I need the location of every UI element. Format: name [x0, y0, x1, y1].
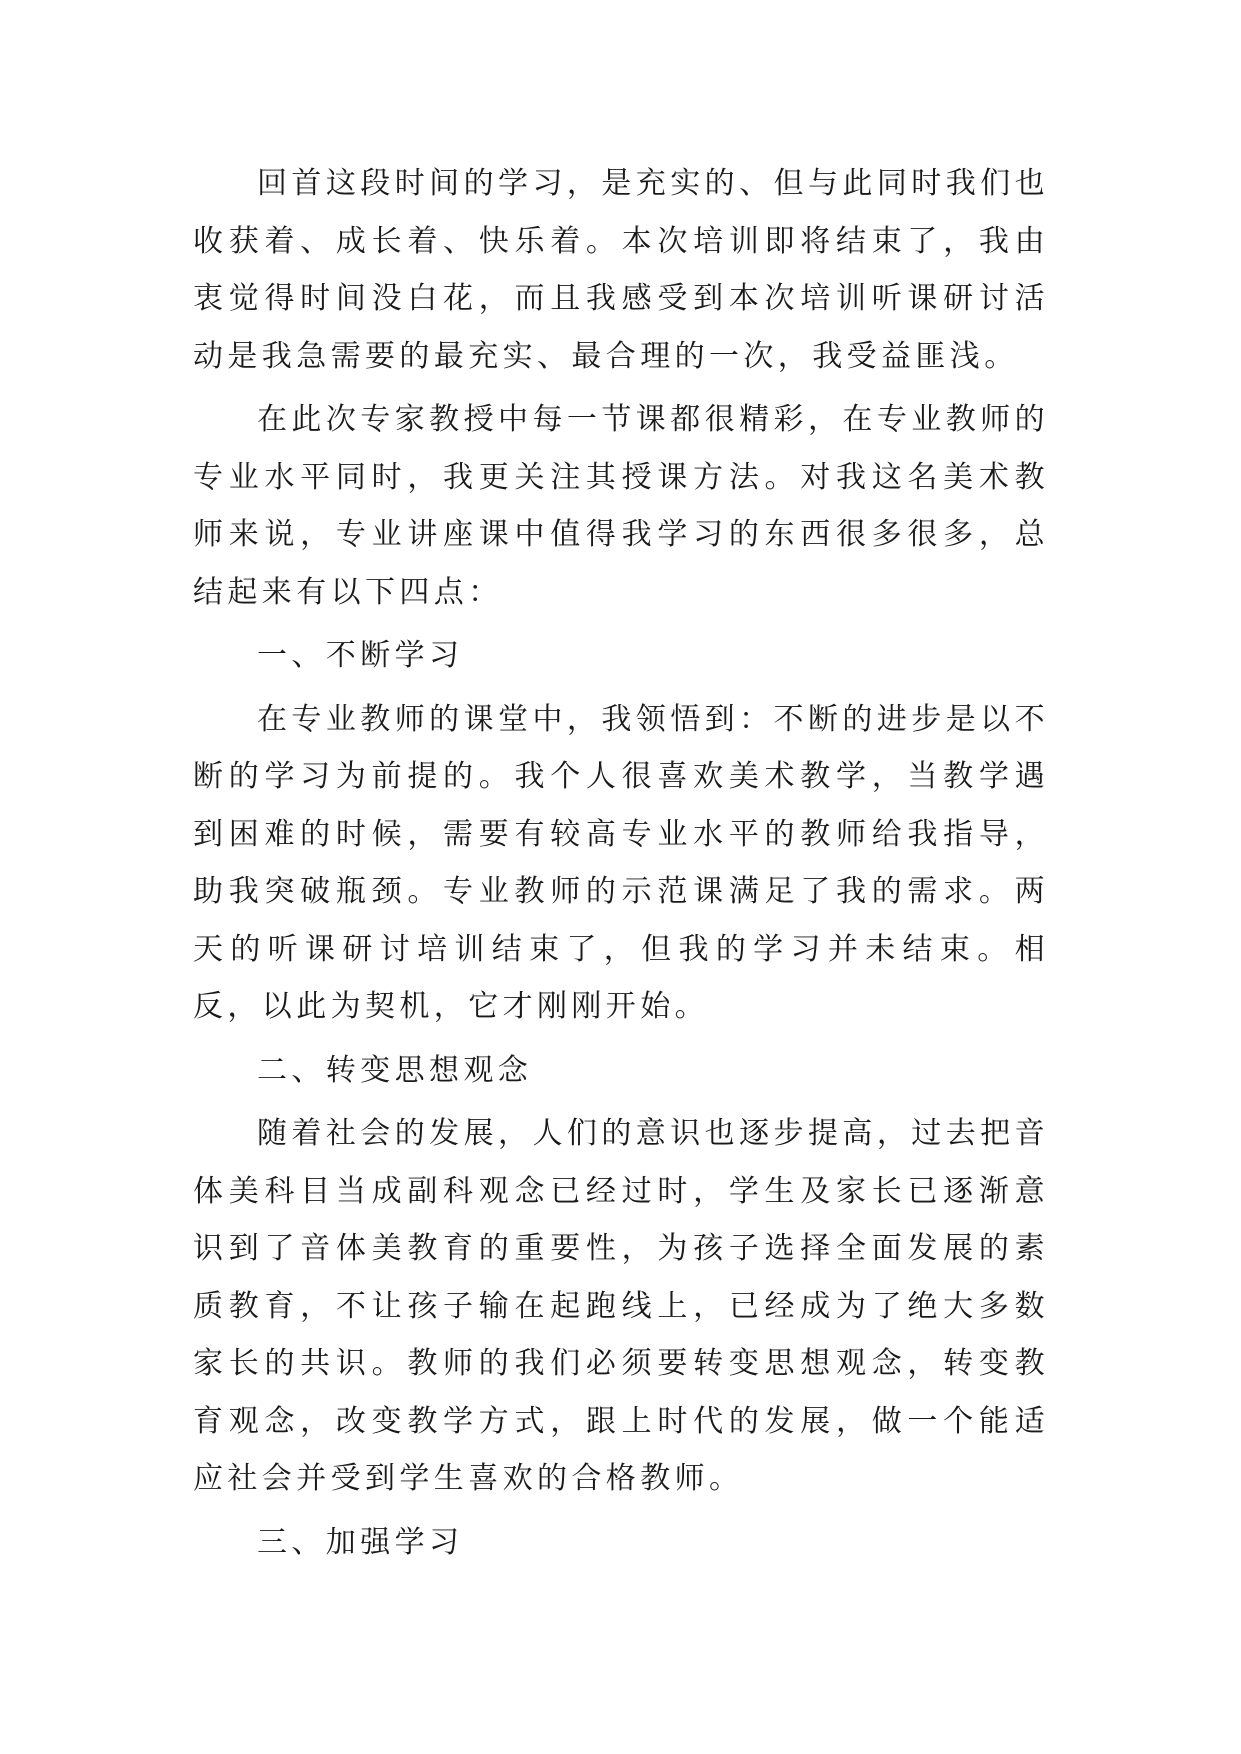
paragraph-expert-lectures: 在此次专家教授中每一节课都很精彩，在专业教师的专业水平同时，我更关注其授课方法。对我这名美术教师来说，专业讲座课中值得我学习的东西很多很多，总结起来有以下四点： [193, 402, 1049, 610]
document-body [193, 155, 1049, 1571]
paragraph-review: 回首这段时间的学习，是充实的、但与此同时我们也收获着、成长着、快乐着。本次培训即将结束了，我由衷觉得时间没白花，而且我感受到本次培训听课研讨活动是我急需要的最充实、最合理的一次，我受益匪浅。 [193, 166, 1049, 374]
heading-strengthen-learning: 三、加强学习 [257, 1524, 464, 1560]
paragraph-change-mindset: 随着社会的发展，人们的意识也逐步提高，过去把音体美科目当成副科观念已经过时，学生及家长已逐渐意识到了音体美教育的重要性，为孩子选择全面发展的素质教育，不让孩子输在起跑线上，已经成为了绝大多数家长的共识。教师的我们必须要转变思想观念，转变教育观念，改变教学方式，跟上时代的发展，做一个能适应社会并受到学生喜欢的合格教师。 [193, 1116, 1049, 1496]
heading-change-mindset: 二、转变思想观念 [257, 1052, 533, 1088]
heading-continuous-learning: 一、不断学习 [257, 638, 464, 673]
paragraph-continuous-learning: 在专业教师的课堂中，我领悟到：不断的进步是以不断的学习为前提的。我个人很喜欢美术教学，当教学遇到困难的时候，需要有较高专业水平的教师给我指导，助我突破瓶颈。专业教师的示范课满足了我的需求。两天的听课研讨培训结束了，但我的学习并未结束。相反，以此为契机，它才刚刚开始。 [193, 701, 1049, 1024]
